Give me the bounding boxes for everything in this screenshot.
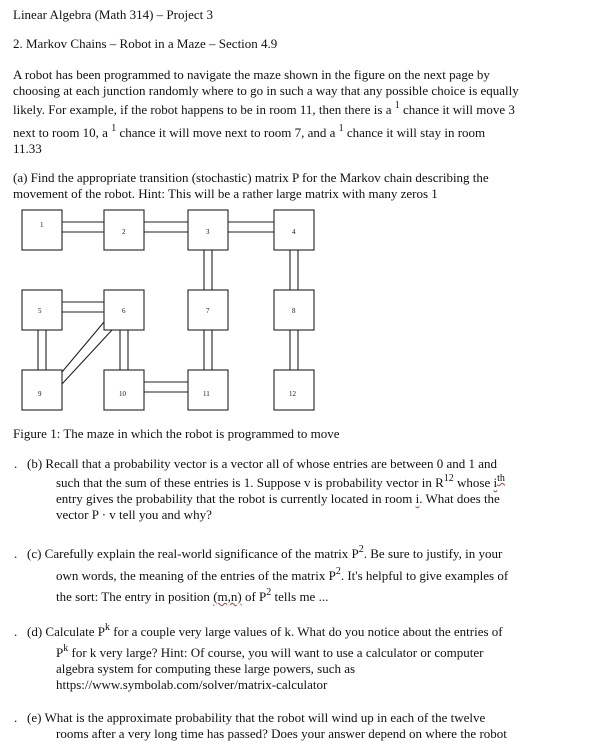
room-label-9: 9 (38, 390, 42, 398)
part-b-line-1: (b) Recall that a probability vector is a vector all of whose entries are between 0 and 1 and (27, 456, 497, 471)
part-a-line-1: (a) Find the appropriate transition (stochastic) matrix P for the Markov chain describing the (13, 170, 489, 185)
room-label-2: 2 (122, 228, 126, 236)
bullet: . (14, 456, 18, 471)
room-5-box (22, 290, 62, 330)
intro-line-4: next to room 10, a $^1$ chance it will move next to room 7, and a $^1$ chance it will stay in room (13, 123, 486, 140)
part-d-line-2: $P^k$ for k very large? Hint: Of course, you will want to use a calculator or computer (56, 643, 484, 660)
bullet: . (14, 710, 18, 725)
part-c-line-2: own words, the meaning of the entries of the matrix $P^2$. It's helpful to give examples of (56, 566, 509, 583)
symbolab-link[interactable]: https://www.symbolab.com/solver/matrix-calculator (56, 677, 328, 692)
intro-line-2: choosing at each junction randomly where to go in such a way that any possible choice is equally (13, 83, 519, 98)
part-d-line-1: (d) Calculate $P^k$ for a couple very large values of k. What do you notice about the entries of (27, 622, 503, 639)
room-label-3: 3 (206, 228, 210, 236)
room-9-box (22, 370, 62, 410)
document-header: Linear Algebra (Math 314) – Project 3 (13, 7, 213, 22)
part-b-line-3: entry gives the probability that the robot is currently located in room i. What does the (56, 491, 500, 506)
room-label-1: 1 (40, 221, 44, 229)
intro-line-3: likely. For example, if the robot happens to be in room 11, then there is a $^1$ chance it will move 3 (13, 100, 515, 117)
part-c-line-1: (c) Carefully explain the real-world significance of the matrix $P^2$. Be sure to justify, in your (27, 544, 503, 561)
section-title: 2. Markov Chains – Robot in a Maze – Section 4.9 (13, 36, 278, 51)
fraction-numerator: 1 (394, 100, 400, 111)
room-label-6: 6 (122, 307, 126, 315)
fraction-numerator: 1 (338, 123, 344, 134)
room-label-5: 5 (38, 307, 42, 315)
part-b-line-4: vector P · v tell you and why? (56, 507, 212, 522)
intro-line-1: A robot has been programmed to navigate the maze shown in the figure on the next page by (13, 67, 490, 82)
figure-caption: Figure 1: The maze in which the robot is programmed to move (13, 426, 340, 441)
room-label-8: 8 (292, 307, 296, 315)
room-label-12: 12 (289, 390, 296, 398)
part-b-line-2: such that the sum of these entries is 1. Suppose v is probability vector in $R^{12}$ whose $i^{th}$ (56, 473, 505, 490)
room-label-7: 7 (206, 307, 210, 315)
room-label-11: 11 (203, 390, 210, 398)
part-a-line-2: movement of the robot. Hint: This will be a rather large matrix with many zeros 1 (13, 186, 438, 201)
bullet: . (14, 624, 18, 639)
room-1-box (22, 210, 62, 250)
bullet: . (14, 546, 18, 561)
part-c-line-3: the sort: The entry in position (m,n) of $P^2$ tells me ... (56, 587, 329, 604)
room-label-4: 4 (292, 228, 296, 236)
room-label-10: 10 (119, 390, 126, 398)
fraction-numerator: 1 (111, 123, 117, 134)
part-d-line-3: algebra system for computing these large powers, such as (56, 661, 356, 676)
part-e-line-2: rooms after a very long time has passed? Does your answer depend on where the robot (56, 726, 507, 741)
intro-line-5: 11.33 (13, 141, 42, 156)
part-e-line-1: (e) What is the approximate probability that the robot will wind up in each of the twelve (27, 710, 486, 725)
maze-figure (0, 202, 600, 422)
